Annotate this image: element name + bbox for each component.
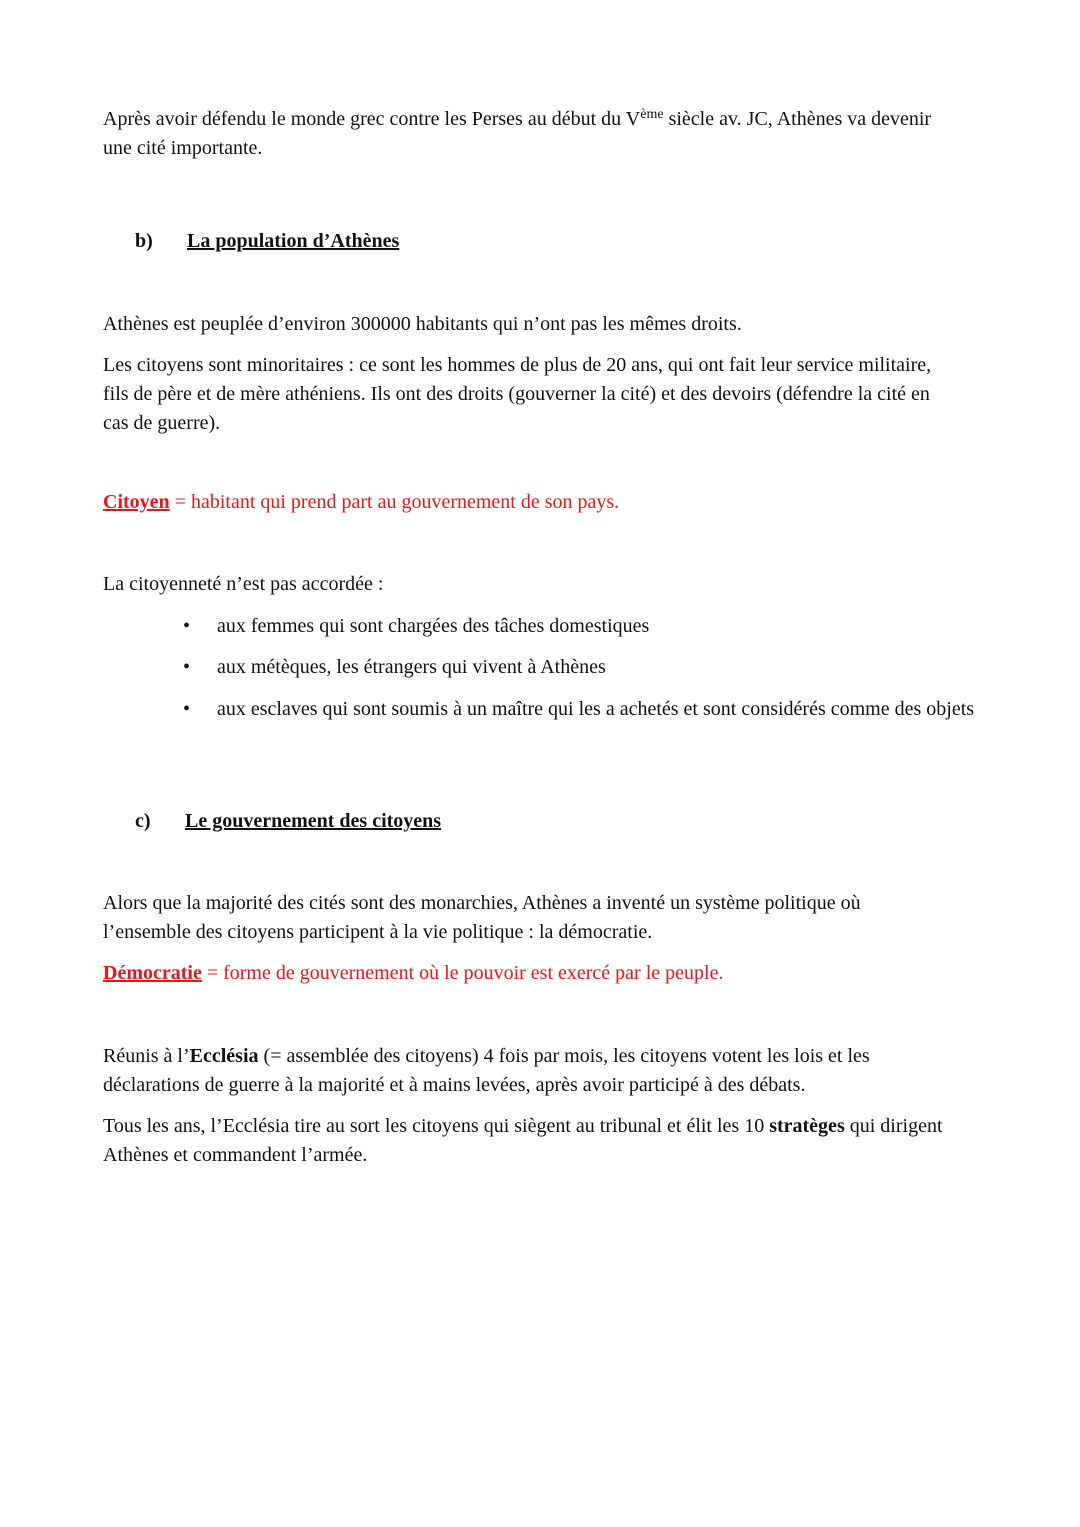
section-b-letter: b) — [135, 230, 153, 252]
intro-text-1: Après avoir défendu le monde grec contre les Perses au début du V — [103, 108, 641, 130]
strateges-paragraph — [103, 1112, 953, 1170]
definition-democratie-term: Démocratie — [103, 962, 202, 984]
population-paragraph-2: Les citoyens sont minoritaires : ce sont les hommes de plus de 20 ans, qui ont fait leur service militaire, fils de père et de mère athéniens. Ils ont des droits (gouverner la cité) et des devoirs (défendre la cité en cas de guerre). — [103, 354, 932, 434]
strateges-text-2: qui dirigent Athènes et commandent l’armée. — [103, 1115, 943, 1166]
intro-text-2: siècle av. JC, Athènes va devenir une cité importante. — [103, 108, 932, 159]
bullet-icon: • — [183, 698, 191, 720]
population-paragraph-1: Athènes est peuplée d’environ 300000 habitants qui n’ont pas les mêmes droits. — [103, 313, 742, 335]
ecclesia-term: Ecclésia — [189, 1045, 259, 1067]
definition-citoyen — [103, 488, 953, 517]
strateges-term: stratèges — [769, 1115, 845, 1137]
section-b-title: La population d’Athènes — [187, 230, 400, 252]
section-c-title: Le gouvernement des citoyens — [185, 810, 442, 832]
bullet-icon: • — [183, 615, 191, 637]
intro-paragraph — [103, 105, 953, 163]
citoyennete-list-container — [103, 612, 975, 762]
list-item-text: aux femmes qui sont chargées des tâches domestiques — [217, 615, 650, 637]
gouvernement-paragraph: Alors que la majorité des cités sont des monarchies, Athènes a inventé un système politique où l’ensemble des citoyens participent à la vie politique : la démocratie. — [103, 892, 861, 943]
ecclesia-text-2: (= assemblée des citoyens) 4 fois par mois, les citoyens votent les lois et les déclarations de guerre à la majorité et à mains levées, après avoir participé à des débats. — [103, 1045, 870, 1096]
section-c-letter: c) — [135, 810, 151, 832]
list-item-text: aux esclaves qui sont soumis à un maître qui les a achetés et sont considérés comme des objets — [217, 698, 975, 720]
definition-democratie — [103, 959, 953, 988]
definition-citoyen-text: = habitant qui prend part au gouvernement de son pays. — [169, 491, 620, 513]
citoyennete-intro: La citoyenneté n’est pas accordée : — [103, 573, 384, 595]
definition-citoyen-term: Citoyen — [103, 491, 170, 513]
ecclesia-text-1: Réunis à l’ — [103, 1045, 190, 1067]
list-item-text: aux métèques, les étrangers qui vivent à Athènes — [217, 656, 606, 678]
bullet-icon: • — [183, 656, 191, 678]
ecclesia-paragraph — [103, 1042, 953, 1100]
strateges-text-1: Tous les ans, l’Ecclésia tire au sort les citoyens qui siègent au tribunal et élit les 10 — [103, 1115, 770, 1137]
intro-superscript: ème — [640, 107, 664, 122]
definition-democratie-text: = forme de gouvernement où le pouvoir est exercé par le peuple. — [201, 962, 724, 984]
